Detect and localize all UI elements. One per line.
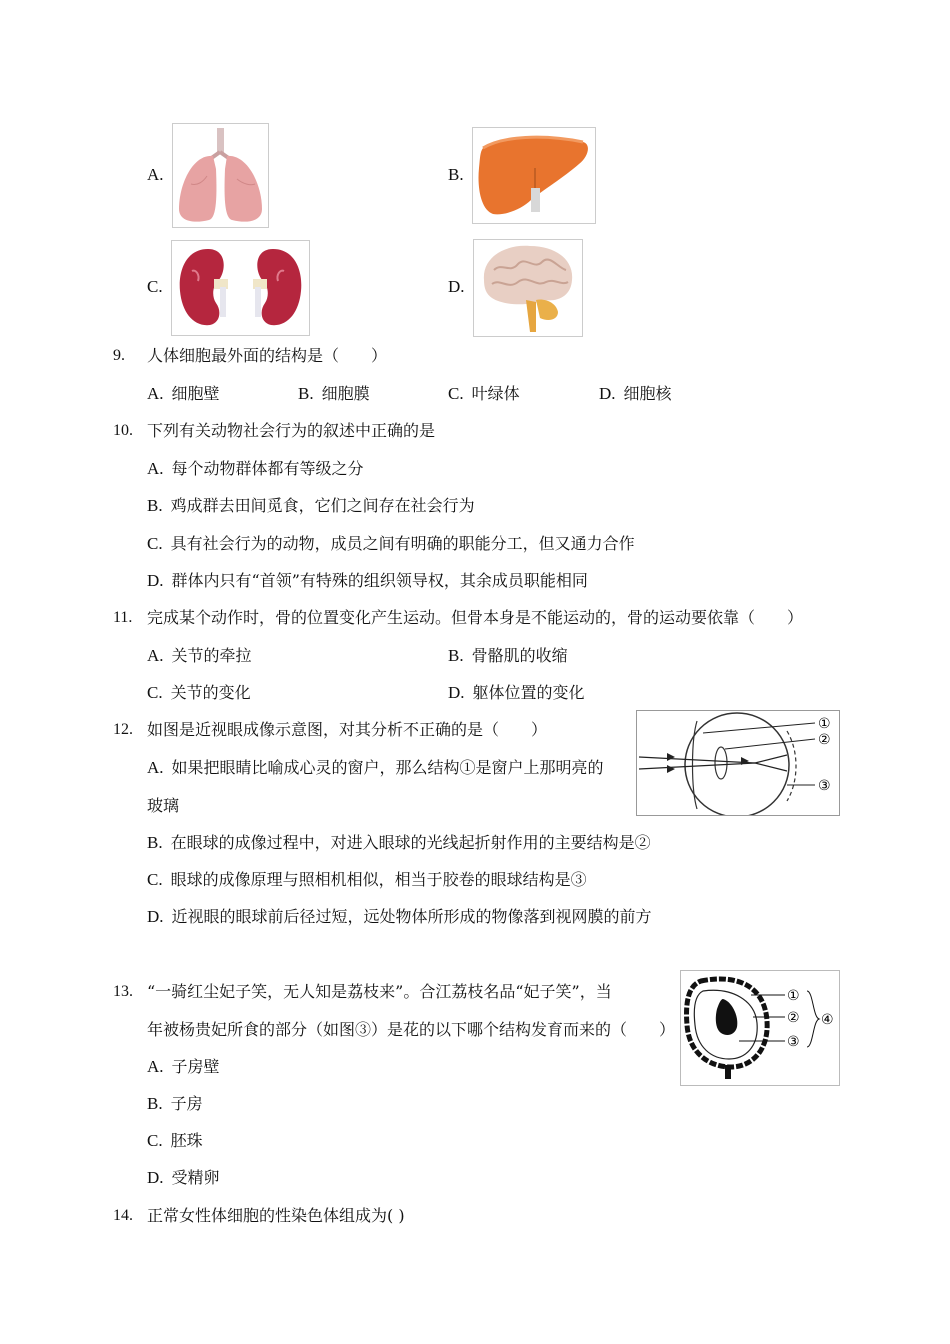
question-10-option-d: D. 群体内只有“首领”有特殊的组织领导权，其余成员职能相同 xyxy=(147,571,588,590)
question-11-option-d: D. 躯体位置的变化 xyxy=(448,683,585,702)
question-10-option-a: A. 每个动物群体都有等级之分 xyxy=(147,459,364,478)
question-10-stem: 下列有关动物社会行为的叙述中正确的是 xyxy=(147,421,436,440)
option-label-c: C. xyxy=(147,277,163,296)
litchi-label-3: ③ xyxy=(787,1034,800,1050)
myopia-eye-diagram xyxy=(636,710,840,816)
question-11-option-b: B. 骨骼肌的收缩 xyxy=(448,646,568,665)
question-10-option-b: B. 鸡成群去田间觅食，它们之间存在社会行为 xyxy=(147,496,475,515)
question-12-stem: 如图是近视眼成像示意图，对其分析不正确的是（ ） xyxy=(147,720,548,739)
litchi-label-4: ④ xyxy=(821,1012,834,1028)
eye-label-1: ① xyxy=(818,716,831,732)
lens-shape xyxy=(715,747,727,779)
brain-image xyxy=(473,239,583,337)
eye-label-2: ② xyxy=(818,732,831,748)
question-12-option-d: D. 近视眼的眼球前后径过短，远处物体所形成的物像落到视网膜的前方 xyxy=(147,907,652,926)
litchi-label-1: ① xyxy=(787,988,800,1004)
liver-image xyxy=(472,127,596,224)
question-11-option-c: C. 关节的变化 xyxy=(147,683,251,702)
question-10-number: 10. xyxy=(113,422,133,439)
kidneys-image xyxy=(171,240,310,336)
litchi-fruit-diagram xyxy=(680,970,840,1086)
option-label-d: D. xyxy=(448,277,465,296)
question-13-number: 13. xyxy=(113,983,133,1000)
question-9-option-b: B. 细胞膜 xyxy=(298,384,370,403)
option-label-b: B. xyxy=(448,165,464,184)
question-14-number: 14. xyxy=(113,1207,133,1224)
question-13-stem-line2: 年被杨贵妃所食的部分（如图③）是花的以下哪个结构发育而来的（ ） xyxy=(147,1020,676,1039)
question-14-stem: 正常女性体细胞的性染色体组成为( ) xyxy=(147,1206,405,1225)
question-10-option-c: C. 具有社会行为的动物，成员之间有明确的职能分工，但又通力合作 xyxy=(147,534,635,553)
question-12-option-a-line2: 玻璃 xyxy=(147,796,180,815)
question-9-stem: 人体细胞最外面的结构是（ ） xyxy=(147,346,388,365)
question-11-stem: 完成某个动作时，骨的位置变化产生运动。但骨本身是不能运动的，骨的运动要依靠（ ） xyxy=(147,608,804,627)
question-12-option-b: B. 在眼球的成像过程中，对进入眼球的光线起折射作用的主要结构是② xyxy=(147,833,651,852)
eye-label-3: ③ xyxy=(818,778,831,794)
question-9-number: 9. xyxy=(113,347,125,364)
question-12-option-a: A. 如果把眼睛比喻成心灵的窗户，那么结构①是窗户上那明亮的 xyxy=(147,758,604,777)
option-label-a: A. xyxy=(147,165,164,184)
question-9-option-d: D. 细胞核 xyxy=(599,384,672,403)
question-12-number: 12. xyxy=(113,721,133,738)
question-9-option-a: A. 细胞壁 xyxy=(147,384,220,403)
question-13-option-a: A. 子房壁 xyxy=(147,1057,220,1076)
lungs-image xyxy=(172,123,269,228)
question-12-option-c: C. 眼球的成像原理与照相机相似，相当于胶卷的眼球结构是③ xyxy=(147,870,587,889)
brace-shape xyxy=(807,991,819,1047)
question-9-option-c: C. 叶绿体 xyxy=(448,384,520,403)
litchi-label-2: ② xyxy=(787,1010,800,1026)
question-13-stem-line1: “一骑红尘妃子笑，无人知是荔枝来”。合江荔枝名品“妃子笑”，当 xyxy=(147,982,612,1001)
question-13-option-c: C. 胚珠 xyxy=(147,1131,203,1150)
question-11-number: 11. xyxy=(113,609,133,626)
question-11-option-a: A. 关节的牵拉 xyxy=(147,646,252,665)
question-13-option-b: B. 子房 xyxy=(147,1094,203,1113)
question-13-option-d: D. 受精卵 xyxy=(147,1168,220,1187)
